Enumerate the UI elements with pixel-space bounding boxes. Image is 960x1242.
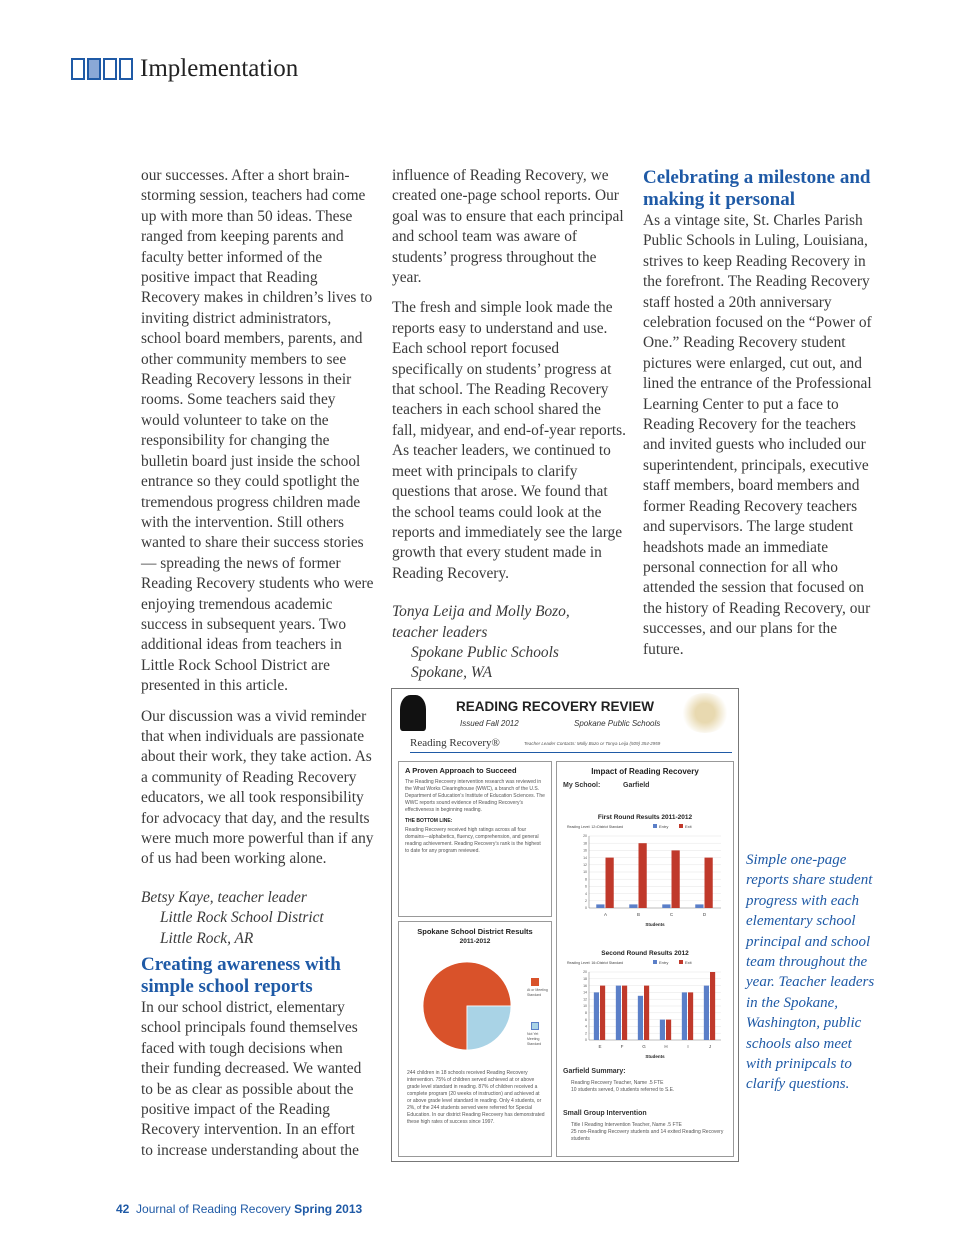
- y-tick-label: 12: [583, 997, 587, 1002]
- second-round-chart: [561, 946, 729, 1062]
- column-3-text: As a vintage site, St. Charles Parish Public Schools in Luling, Louisiana, strives to keep Reading Recovery in the forefront. The Reading Recovery staff hosted a 20th anniversary celebration focused on the “Power of One.” Reading Recovery student pictures were enlarged, cut out, and lined the entrance of the Professional Learning Center to put a face to Reading Recovery for the teachers and invited guests who included our superintendent, principals, executive staff members, board members and former Reading Recovery teachers and supervisors. The large student headshots made an immediate personal connection for all who attended the session that focused on the history of Reading Recovery, our successes, and our plans for the future.: [643, 212, 872, 658]
- signature-line: Little Rock, AR: [160, 929, 254, 947]
- y-axis-label: Reading Level: 12=District Standard: [567, 825, 624, 829]
- divider: [410, 752, 732, 753]
- signature-line: Tonya Leija and Molly Bozo,: [392, 603, 570, 621]
- legend-swatch-exit: [679, 824, 683, 828]
- journal-name: Journal of Reading Recovery: [136, 1202, 291, 1216]
- report-contacts: Teacher Leader Contacts: Molly Bozo or Tonya Leija (509) 354-2959: [524, 741, 661, 746]
- bar-exit: [705, 858, 713, 908]
- bar-entry: [638, 996, 643, 1040]
- child-icon: [400, 695, 426, 731]
- report-issued: Issued Fall 2012: [460, 719, 519, 728]
- x-tick-label: D: [702, 912, 707, 917]
- section-heading: Creating awareness with simple school reports: [141, 954, 341, 997]
- small-group-item: Title I Reading Intervention Teacher, Name .5 FTE: [571, 1122, 682, 1128]
- section-text: In our school district, elementary school principals found themselves faced with tough decisions when their funding decreased. We wanted to be as clear as possible about the positive impact of the Reading Recovery intervention. In an effort to increase understanding about the: [141, 999, 362, 1159]
- legend-swatch-entry: [653, 824, 657, 828]
- bar-exit: [606, 858, 614, 908]
- y-tick-label: 4: [585, 891, 587, 896]
- bar-entry: [695, 904, 703, 908]
- y-tick-label: 10: [583, 1004, 587, 1009]
- x-tick-label: I: [687, 1044, 689, 1049]
- school-label: My School:: [563, 782, 601, 789]
- y-tick-label: 18: [583, 841, 587, 846]
- section-heading: Celebrating a milestone and making it personal: [643, 167, 871, 210]
- legend-swatch-entry: [653, 960, 657, 964]
- x-tick-label: G: [642, 1044, 646, 1049]
- y-tick-label: 2: [585, 899, 587, 903]
- small-group-label: Small Group Intervention: [563, 1110, 647, 1117]
- bar-exit: [600, 986, 605, 1040]
- district-pie-chart: [419, 958, 515, 1054]
- bar-exit: [688, 992, 693, 1040]
- bar-entry: [596, 904, 604, 908]
- bar-exit: [672, 850, 680, 908]
- x-tick-label: F: [620, 1044, 624, 1049]
- signature-line: Spokane, WA: [411, 664, 492, 682]
- paragraph: influence of Reading Recovery, we created one-page school reports. Our goal was to ensure that each principal and school team was aware of students’ progress throughout the year.: [392, 167, 624, 287]
- page-footer: [116, 1202, 362, 1216]
- y-tick-label: 6: [585, 1017, 587, 1022]
- y-tick-label: 8: [585, 1011, 587, 1015]
- box-title: Impact of Reading Recovery: [591, 767, 699, 776]
- y-axis-label: Reading Level: 16=District Standard: [567, 961, 624, 965]
- y-tick-label: 20: [583, 970, 587, 975]
- pie-slice: [467, 1006, 511, 1050]
- school-name: Garfield: [623, 782, 650, 789]
- y-tick-label: 8: [585, 877, 587, 882]
- page-number: 42: [116, 1202, 130, 1216]
- signature-line: teacher leaders: [392, 623, 488, 641]
- y-tick-label: 12: [583, 863, 587, 867]
- bar-entry: [616, 986, 621, 1040]
- box-text: The Reading Recovery intervention research was reviewed in the What Works Clearinghouse (WWC), a branch of the U.S. Department of Education’s Institute of Education Sciences. The WWC reports sound evidence of Reading Recovery’s effectiveness in beginning reading.: [405, 779, 545, 813]
- first-round-chart: [561, 810, 729, 930]
- bar-entry: [629, 904, 637, 908]
- bar-exit: [639, 843, 647, 908]
- x-tick-label: E: [598, 1044, 602, 1049]
- report-title: READING RECOVERY REVIEW: [456, 699, 655, 714]
- bar-entry: [682, 992, 687, 1040]
- legend-label: Not Yet Meeting Standard: [527, 1032, 542, 1046]
- column-2: [392, 166, 626, 684]
- y-tick-label: 16: [583, 848, 587, 853]
- signature: [392, 602, 626, 684]
- issue-name: Spring 2013: [294, 1202, 363, 1216]
- small-group-list: [571, 1122, 729, 1143]
- box-text: 244 children in 18 schools received Reading Recovery intervention. 75% of children served achieved at or above grade level standard in reading. 87% of children received a complete program (20 weeks of instruction) and achieved at or above grade level standard in reading. Only 4 students, or 2%, of the 244 students served were referred for Special Education. In our district Reading Recovery has demonstrated these high rates of success since 1997.: [407, 1070, 545, 1125]
- y-tick-label: 20: [583, 834, 587, 839]
- column-1: [141, 166, 374, 949]
- summary-item: 10 students served, 0 students referred to S.E.: [571, 1087, 675, 1093]
- bar-exit: [622, 986, 627, 1040]
- bar-exit: [666, 1020, 671, 1040]
- x-tick-label: B: [636, 912, 641, 917]
- summary-label: Garfield Summary:: [563, 1068, 626, 1075]
- bar-exit: [644, 986, 649, 1040]
- box-years: 2011-2012: [459, 938, 491, 945]
- signature: [141, 888, 374, 949]
- legend-swatch: [531, 1022, 539, 1030]
- x-tick-label: J: [708, 1044, 712, 1049]
- report-figure: [391, 688, 739, 1162]
- report-district: Spokane Public Schools: [574, 719, 661, 728]
- small-group-item: 25 non-Reading Recovery students and 14 exited Reading Recovery students: [571, 1129, 724, 1142]
- box-title: Spokane School District Results: [417, 927, 533, 936]
- summary-item: Reading Recovery Teacher, Name .5 FTE: [571, 1080, 664, 1086]
- box-title: A Proven Approach to Succeed: [405, 766, 517, 775]
- signature-line: Little Rock School District: [160, 909, 324, 927]
- district-logo-icon: [680, 693, 730, 733]
- y-tick-label: 4: [585, 1024, 587, 1029]
- district-results-box: [398, 921, 552, 1157]
- page-section-title: Implementation: [140, 55, 299, 82]
- reading-recovery-logo: Reading Recovery®: [410, 737, 500, 749]
- x-axis-label: Students: [645, 1054, 665, 1059]
- figure-caption: Simple one-page reports share student progress with each elementary school principal and school team throughout the year. Teacher leaders in the Spokane, Washington, public schools also meet with prinipcals to clarify questions.: [746, 852, 875, 1093]
- legend-label: At or Meeting Standard: [527, 988, 548, 997]
- legend-label: Entry: [659, 824, 669, 829]
- proven-approach-box: [398, 761, 552, 917]
- bottom-line-label: THE BOTTOM LINE:: [405, 818, 453, 824]
- paragraph: our successes. After a short brain-storming session, teachers had come up with more than 50 ideas. These ranged from keeping parents and faculty better informed of the positive impact that Reading Recovery makes in children’s lives to inviting district administrators, school board members, parents, and other community members to see Reading Recovery lessons in their rooms. Some teachers said they would volunteer to take on the responsibility for changing the bulletin board just inside the school entrance so they could spotlight the tremendous progress children made with the intervention. Still others wanted to share their success stories — spreading the news of former Reading Recovery students who were enjoying tremendous academic success in subsequent years. Two additional ideas from teachers in Little Rock School District are presented in this article.: [141, 167, 374, 695]
- y-tick-label: 10: [583, 870, 587, 875]
- legend-swatch-exit: [679, 960, 683, 964]
- bar-entry: [662, 904, 670, 908]
- y-tick-label: 2: [585, 1031, 587, 1036]
- signature-line: Spokane Public Schools: [411, 643, 559, 661]
- bottom-line-text: Reading Recovery received high ratings across all four domains—alphabetics, fluency, comprehension, and general reading achievement. Reading Recovery’s rank is the highest to date for any program reviewed.: [405, 827, 541, 854]
- impact-box: [556, 761, 734, 1157]
- paragraph: Our discussion was a vivid reminder that when individuals are passionate about their work, they take action. As a community of Reading Recovery educators, we all took responsibility for advocacy that day, and the results were much more powerful than if any of us had been working alone.: [141, 707, 374, 868]
- header-decoration: [71, 58, 133, 80]
- y-tick-label: 14: [583, 855, 587, 860]
- x-tick-label: H: [664, 1044, 668, 1049]
- bar-exit: [710, 972, 715, 1040]
- legend-label: Entry: [659, 960, 669, 965]
- y-tick-label: 18: [583, 977, 587, 981]
- y-tick-label: 0: [585, 1038, 587, 1043]
- y-tick-label: 16: [583, 983, 587, 988]
- y-tick-label: 0: [585, 906, 587, 911]
- legend-swatch: [531, 978, 539, 986]
- signature-line: Betsy Kaye, teacher leader: [141, 888, 307, 906]
- y-tick-label: 14: [583, 990, 587, 995]
- bar-entry: [660, 1020, 665, 1040]
- legend-label: Exit: [685, 824, 692, 829]
- x-tick-label: C: [669, 912, 674, 917]
- bar-entry: [594, 992, 599, 1040]
- legend-label: Exit: [685, 960, 692, 965]
- x-axis-label: Students: [645, 922, 665, 927]
- y-tick-label: 6: [585, 884, 587, 889]
- paragraph: The fresh and simple look made the reports easy to understand and use. Each school report focused specifically on students’ progress at that school. The Reading Recovery teachers in each school shared the fall, midyear, and end-of-year reports. As teacher leaders, we continued to meet with principals to clarify questions that arose. We found that the school teams could look at the reports and immediately see the large growth that every student made in Reading Recovery.: [392, 299, 626, 582]
- chart-title: First Round Results 2011-2012: [597, 814, 693, 821]
- bar-entry: [704, 986, 709, 1040]
- chart-title: Second Round Results 2012: [601, 950, 689, 957]
- summary-list: [571, 1080, 729, 1094]
- x-tick-label: A: [603, 912, 608, 917]
